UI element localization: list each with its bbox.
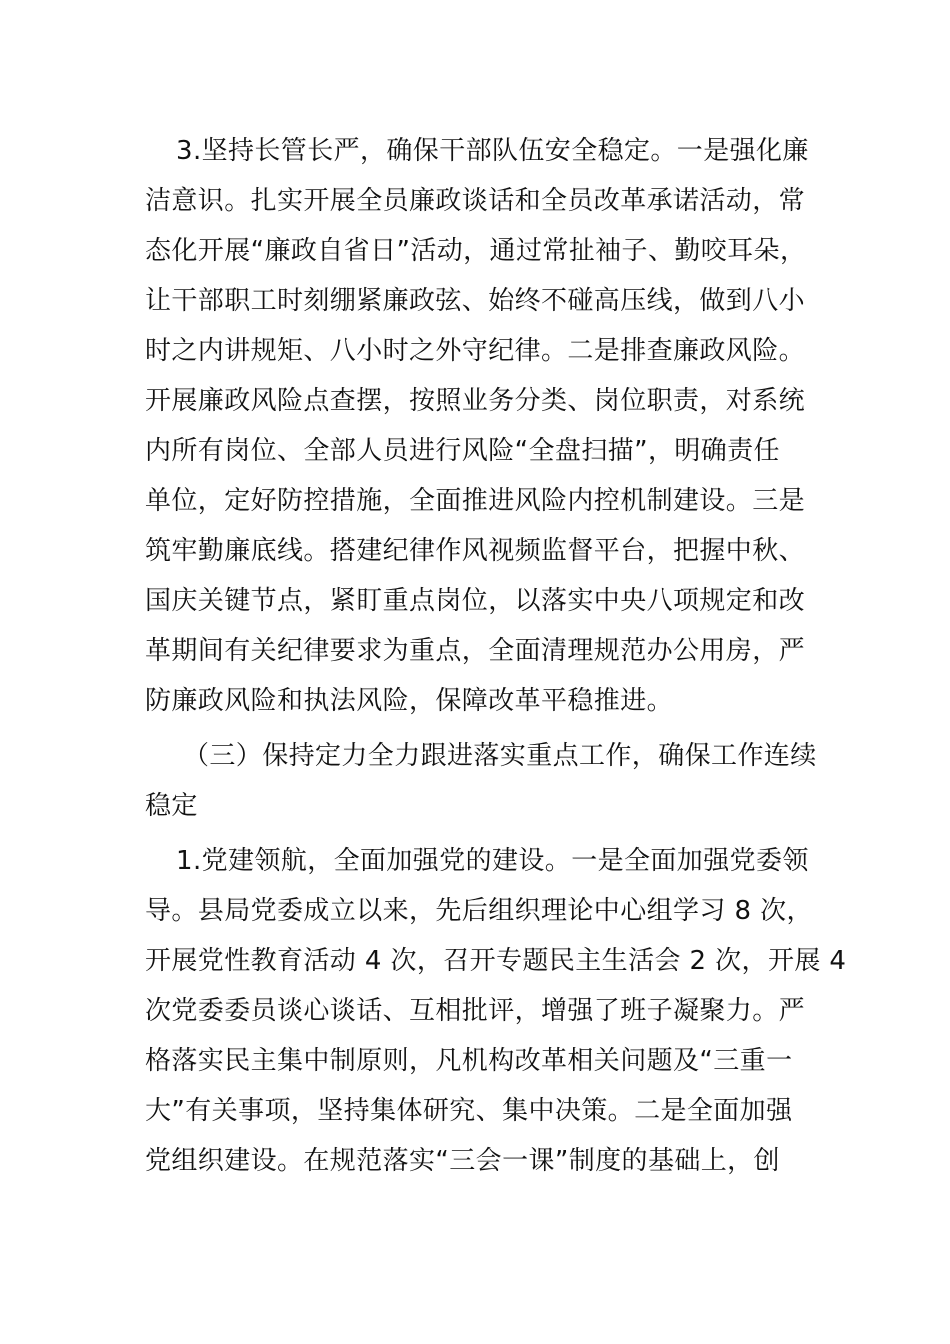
- paragraph-3-line-4: 让干部职工时刻绷紧廉政弦、始终不碰高压线，做到八小: [145, 286, 806, 316]
- paragraph-1-line-6: 大”有关事项，坚持集体研究、集中决策。二是全面加强: [145, 1096, 793, 1126]
- section-heading-line-1: （三）保持定力全力跟进落实重点工作，确保工作连续: [183, 741, 817, 771]
- paragraph-1-line-5: 格落实民主集中制原则，凡机构改革相关问题及“三重一: [145, 1046, 793, 1076]
- paragraph-3-line-8: 单位，定好防控措施，全面推进风险内控机制建设。三是: [145, 486, 806, 516]
- paragraph-3-line-10: 国庆关键节点，紧盯重点岗位，以落实中央八项规定和改: [145, 586, 806, 616]
- paragraph-3-line-5: 时之内讲规矩、八小时之外守纪律。二是排查廉政风险。: [145, 336, 806, 366]
- paragraph-3-line-9: 筑牢勤廉底线。搭建纪律作风视频监督平台，把握中秋、: [145, 536, 806, 566]
- paragraph-1-line-7: 党组织建设。在规范落实“三会一课”制度的基础上，创: [145, 1146, 780, 1176]
- section-heading-line-2: 稳定: [145, 791, 198, 821]
- paragraph-3-line-2: 洁意识。扎实开展全员廉政谈话和全员改革承诺活动，常: [145, 186, 806, 216]
- paragraph-3-line-3: 态化开展“廉政自省日”活动，通过常扯袖子、勤咬耳朵，: [145, 236, 807, 266]
- paragraph-1-line-1: 1.党建领航，全面加强党的建设。一是全面加强党委领: [176, 846, 809, 876]
- paragraph-1-line-3: 开展党性教育活动 4 次，召开专题民主生活会 2 次，开展 4: [145, 946, 847, 976]
- paragraph-1-line-2: 导。县局党委成立以来，先后组织理论中心组学习 8 次，: [145, 896, 813, 926]
- paragraph-1-line-4: 次党委委员谈心谈话、互相批评，增强了班子凝聚力。严: [145, 996, 806, 1026]
- paragraph-3-line-6: 开展廉政风险点查摆，按照业务分类、岗位职责，对系统: [145, 386, 806, 416]
- paragraph-3-line-1: 3.坚持长管长严，确保干部队伍安全稳定。一是强化廉: [176, 136, 809, 166]
- paragraph-3-line-11: 革期间有关纪律要求为重点，全面清理规范办公用房，严: [145, 636, 806, 666]
- paragraph-3-line-12: 防廉政风险和执法风险，保障改革平稳推进。: [145, 686, 674, 716]
- paragraph-3-line-7: 内所有岗位、全部人员进行风险“全盘扫描”，明确责任: [145, 436, 780, 466]
